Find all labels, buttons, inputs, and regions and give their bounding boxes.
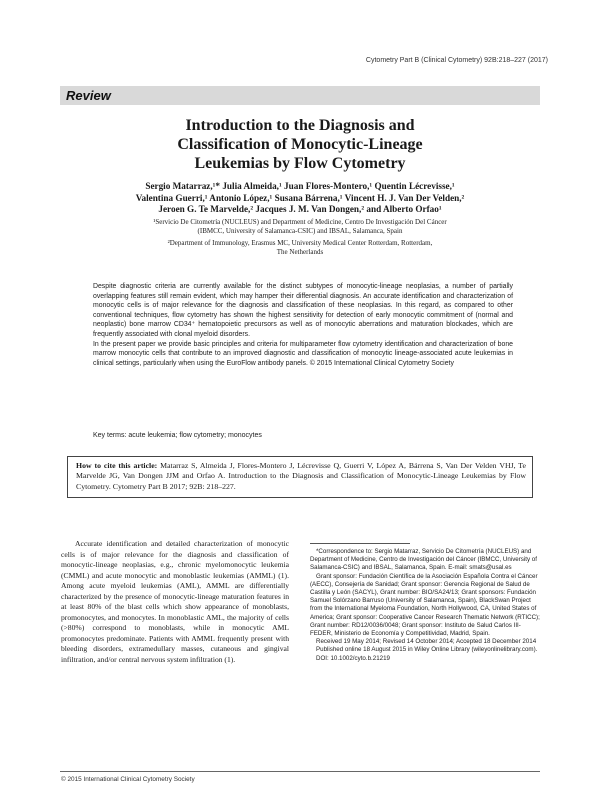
footnote-correspondence: *Correspondence to: Sergio Matarraz, Servicio De Citometría (NUCLEUS) and Department of Medicine, Centro de Investigación del Cáncer (IBMCC, University of Salamanca-CSIC) and IBSAL, Salamanca, Spain. E-mail: smats@usal.es [310,548,537,572]
abstract-paragraph-2: In the present paper we provide basic principles and criteria for multiparameter flow cytometry identification and characterization of bone marrow monocytic cells that contribute to an improved diagnostic and classification of monocytic lineage-associated acute leukemias in clinical settings, particularly when using the EuroFlow antibody panels. © 2015 International Clinical Cytometry Society [93,340,513,367]
author-line: Valentina Guerri,¹ Antonio López,¹ Susana Bárrena,¹ Vincent H. J. Van Der Velden,² [135,192,465,203]
footnote-received: Received 19 May 2014; Revised 14 October 2014; Accepted 18 December 2014 [316,638,537,646]
footnote-doi: DOI: 10.1002/cyto.b.21219 [316,654,390,662]
affiliation-line: ²Department of Immunology, Erasmus MC, University Medical Center Rotterdam, Rotterdam, [167,239,433,247]
section-label: Review [66,88,111,103]
author-line: Jeroen G. Te Marvelde,² Jacques J. M. Van Dongen,² and Alberto Orfao¹ [158,204,442,214]
title-line: Classification of Monocytic-Lineage [177,136,423,153]
footnote-divider [310,543,410,544]
abstract-paragraph: Despite diagnostic criteria are currently available for the distinct subtypes of monocytic-lineage neoplasias, a number of partially overlapping features still remain evident, which may hamper their differential diagnosis. An accurate identification and characterization of monocytic cells is of major relevance for the diagnosis and classification of these neoplasias. In this regard, as compared to other conventional techniques, flow cytometry has shown the highest sensitivity for detection of early monocytic commitment of (normal and neoplastic) bone marrow CD34⁺ hematopoietic precursors as well as of monocytic aberrations and maturation blockades, which are frequently associated with clonal myeloid disorders. [93,283,513,338]
author-line: Sergio Matarraz,¹* Julia Almeida,¹ Juan Flores-Montero,¹ Quentin Lécrevisse,¹ [145,181,455,191]
affiliation-line: ¹Servicio De Citometría (NUCLEUS) and Department of Medicine, Centro De Investigación Del Cáncer [153,218,447,226]
citation-label: How to cite this article: [76,461,158,470]
author-list [80,181,520,216]
article-title [60,116,540,173]
journal-citation: Cytometry Part B (Clinical Cytometry) 92B:218–227 (2017) [365,57,548,64]
key-terms: Key terms: acute leukemia; flow cytometry; monocytes [93,432,262,439]
title-line: Leukemias by Flow Cytometry [194,155,406,172]
footnotes [310,548,540,663]
citation-text [76,461,526,492]
title-line: Introduction to the Diagnosis and [185,117,415,134]
affiliation-line: The Netherlands [276,248,324,256]
affiliations [90,218,510,257]
abstract [93,282,513,368]
footer-divider [60,771,540,772]
intro-paragraph: Accurate identification and detailed characterization of monocytic cells is of major relevance for the diagnosis and classification of monocytic-lineage neoplasias, e.g., chronic myelomonocytic leukemia (CMML) and acute monocytic and monoblastic leukemias (AMML) (1). Among acute myeloid leukemias (AML), AMML are differentially characterized by the presence of monocytic-lineage maturation features in at least 80% of the blast cells which show appearance of monoblasts, promonocytes, and monocytes. In monoblastic AML, the majority of cells (>80%) correspond to monoblasts, while in monocytic AML promonocytes predominate. Patients with AMML frequently present with bleeding disorders, extramedullary masses, cutaneous and gingival infiltration, and/or central nervous system infiltration (1). [61,539,289,664]
affiliation-line: (IBMCC, University of Salamanca-CSIC) and IBSAL, Salamanca, Spain [197,227,403,235]
footnote-grants: Grant sponsor: Fundación Científica de la Asociación Española Contra el Cáncer (AECC), Consejería de Sanidad; Grant sponsor: Gerencia Regional de Salud de Castilla y León (SACYL), Grant number: BIO/SA24/13; Grant sponsors: Fundación Samuel Solórzano Barruso (University of Salamanca, Spain), BlackSwan Project from the International Myeloma Foundation, North Hollywood, CA, United States of America; Grant sponsor: Cooperative Cancer Research Thematic Network (RTICC); Grant number: RD12/0036/0048; Grant sponsor: Instituto de Salud Carlos III-FEDER, Ministerio de Economía y Competitividad, Madrid, Spain. [310,572,540,638]
section-banner [60,86,540,105]
abstract-copyright: © 2015 International Clinical Cytometry Society [309,359,454,367]
citation-body: Matarraz S, Almeida J, Flores-Montero J, Lécrevisse Q, Guerri V, López A, Bárrena S, Van Der Velden VHJ, Te Marvelde JG, Van Dongen JJM and Orfao A. Introduction to the Diagnosis and Classification of Monocytic-Lineage Leukemias by Flow Cytometry. Cytometry Part B 2017; 92B: 218–227. [76,461,526,491]
footnote-published: Published online 18 August 2015 in Wiley Online Library (wileyonlinelibrary.com). [316,646,538,654]
footer-copyright: © 2015 International Clinical Cytometry Society [61,776,195,783]
